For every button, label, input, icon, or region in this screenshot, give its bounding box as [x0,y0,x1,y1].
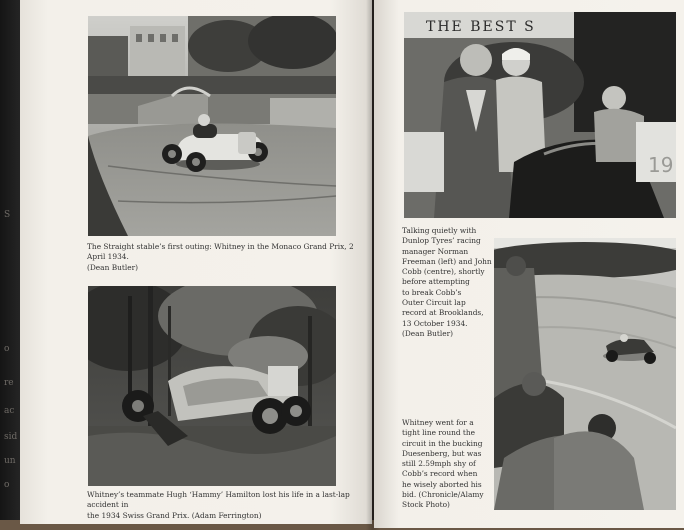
monaco-photo [88,16,336,236]
caption-credit: (Adam Ferrington) [191,510,262,520]
caption-credit: (Dean Butler) [402,328,454,338]
right-page [374,0,684,528]
left-page [20,0,372,524]
text-fragment: S [4,210,11,220]
duesenberg-photo [494,238,676,510]
wall-number-text: 19 [648,153,674,177]
caption-line: bid. (Chronicle/Alamy [402,490,484,500]
swiss-crash-caption [87,490,372,521]
caption-line: Cobb (centre), shortly [402,267,485,277]
text-fragment: un [4,456,16,466]
caption-line: Cobb’s record when [402,469,478,479]
caption-credit: Stock Photo) [402,500,450,510]
caption-line: he wisely aborted his [402,479,482,489]
swiss-crash-photo [88,286,336,486]
caption-line: Dunlop Tyres’ racing [402,236,481,246]
previous-page-edge [0,0,22,530]
caption-line: before attempting [402,277,470,287]
text-fragment: o [4,480,10,490]
brooklands-pits-caption [402,226,498,339]
caption-line: 13 October 1934. [402,318,468,328]
text-fragment: re [4,378,14,388]
caption-line: tight line round the [402,428,476,438]
monaco-caption [87,242,369,273]
caption-text: the 1934 Swiss Grand Prix. [87,510,190,520]
caption-credit: (Dean Butler) [87,262,139,272]
caption-line: Outer Circuit lap [402,298,466,308]
caption-line: Talking quietly with [402,226,477,235]
caption-line: Whitney went for a [402,418,474,427]
banner-sign-text: THE BEST S [426,19,536,35]
caption-text: Whitney’s teammate Hugh ‘Hammy’ Hamilton lost his life in a last-lap accident in [87,490,350,510]
text-fragment: sid [4,432,18,442]
caption-line: to break Cobb’s [402,287,462,297]
caption-line: Freeman (left) and John [402,256,492,266]
duesenberg-caption [402,418,496,511]
brooklands-pits-photo [404,12,676,218]
text-fragment: ac [4,406,15,416]
caption-text: The Straight stable’s first outing: Whitney in the Monaco Grand Prix, 2 April 1934. [87,242,354,262]
caption-line: manager Norman [402,246,469,256]
caption-line: record at Brooklands, [402,308,484,318]
text-fragment: o [4,344,10,354]
caption-line: circuit in the bucking [402,438,483,448]
caption-line: still 2.59mph shy of [402,459,476,469]
caption-line: Duesenberg, but was [402,448,482,458]
